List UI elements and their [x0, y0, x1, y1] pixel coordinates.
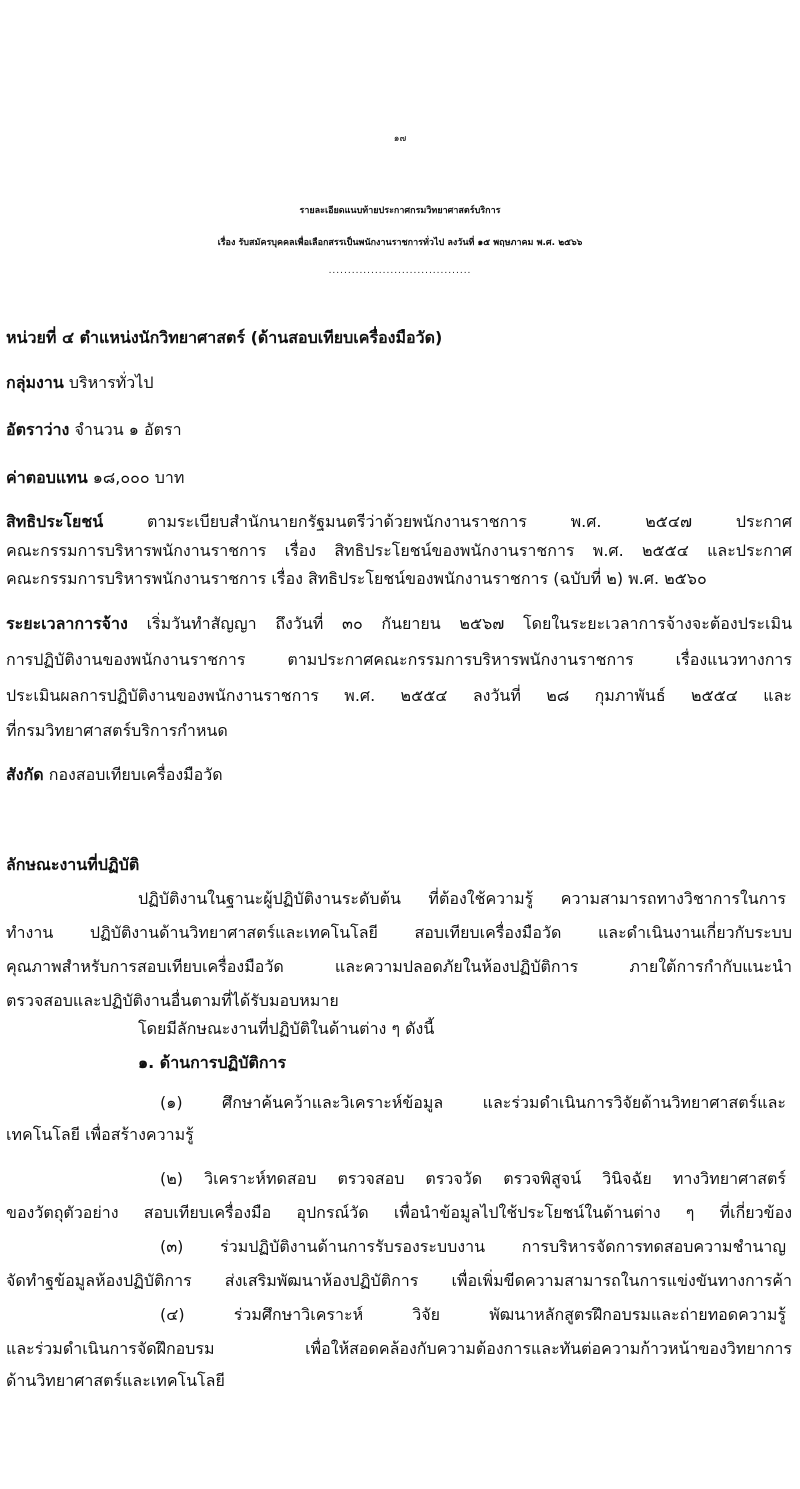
- duty-item-1-line-1: (๑) ศึกษาค้นคว้าและวิเคราะห์ข้อมูล และร่วมดำเนินการวิจัยด้านวิทยาศาสตร์และ: [160, 1093, 786, 1112]
- group-value: บริหารทั่วไป: [68, 373, 154, 392]
- duty-item-2-line-2: ของวัตถุตัวอย่าง สอบเทียบเครื่องมือ อุปกรณ์วัด เพื่อนำข้อมูลไปใช้ประโยชน์ในด้านต่าง ๆ ที่เกี่ยวข้อง: [6, 1203, 793, 1222]
- job-intro-line-3: คุณภาพสำหรับการสอบเทียบเครื่องมือวัด และความปลอดภัยในห้องปฏิบัติการ ภายใต้การกำกับแนะนำ: [6, 957, 792, 976]
- unit-heading: หน่วยที่ ๔ ตำแหน่งนักวิทยาศาสตร์ (ด้านสอบเทียบเครื่องมือวัด): [6, 328, 443, 347]
- duty-item-1-line-2: เทคโนโลยี เพื่อสร้างความรู้: [6, 1125, 194, 1144]
- duty-item-4-line-2: และร่วมดำเนินการจัดฝึกอบรม เพื่อให้สอดคล้องกับความต้องการและทันต่อความก้าวหน้าของวิทยาการ: [6, 1339, 792, 1358]
- employment-text: เริ่มวันทำสัญญา ถึงวันที่ ๓๐ กันยายน ๒๕๖๗ โดยในระยะเวลาการจ้างจะต้องประเมิน: [146, 614, 793, 633]
- benefits-text: ตามระเบียบสำนักนายกรัฐมนตรีว่าด้วยพนักงานราชการ พ.ศ. ๒๕๔๗ ประกาศ: [146, 512, 792, 531]
- group-label: กลุ่มงาน: [6, 373, 64, 392]
- document-subject: เรื่อง รับสมัครบุคคลเพื่อเลือกสรรเป็นพนักงานราชการทั่วไป ลงวันที่ ๑๕ พฤษภาคม พ.ศ. ๒๕๖๖: [217, 238, 583, 248]
- employment-line-4: ที่กรมวิทยาศาสตร์บริการกำหนด: [6, 721, 228, 740]
- salary-label: ค่าตอบแทน: [6, 468, 88, 487]
- affiliation-label: สังกัด: [6, 765, 44, 784]
- document-title: รายละเอียดแนบท้ายประกาศกรมวิทยาศาสตร์บริการ: [299, 206, 501, 216]
- benefits-line-2: คณะกรรมการบริหารพนักงานราชการ เรื่อง สิทธิประโยชน์ของพนักงานราชการ พ.ศ. ๒๕๕๔ และประกาศ: [6, 541, 792, 560]
- vacancy-value: จำนวน ๑ อัตรา: [74, 420, 182, 439]
- duty-item-3-line-2: จัดทำฐข้อมูลห้องปฏิบัติการ ส่งเสริมพัฒนาห้องปฏิบัติการ เพื่อเพิ่มขีดความสามารถในการแข่งขันทางการค้า: [6, 1271, 792, 1290]
- salary-value: ๑๘,๐๐๐ บาท: [92, 468, 185, 487]
- duty-item-4-line-3: ด้านวิทยาศาสตร์และเทคโนโลยี: [6, 1371, 225, 1390]
- job-lead-text: โดยมีลักษณะงานที่ปฏิบัติในด้านต่าง ๆ ดังนี้: [138, 1019, 435, 1038]
- salary-line: [6, 467, 184, 489]
- job-intro-line-2: ทำงาน ปฏิบัติงานด้านวิทยาศาสตร์และเทคโนโลยี สอบเทียบเครื่องมือวัด และดำเนินงานเกี่ยวกับระบบ: [6, 923, 792, 942]
- affiliation-line: [6, 764, 223, 786]
- benefits-line-3: คณะกรรมการบริหารพนักงานราชการ เรื่อง สิทธิประโยชน์ของพนักงานราชการ (ฉบับที่ ๒) พ.ศ. ๒๕๖๐: [6, 569, 707, 588]
- vacancy-label: อัตราว่าง: [6, 420, 70, 439]
- job-intro-line-4: ตรวจสอบและปฏิบัติงานอื่นตามที่ได้รับมอบหมาย: [6, 991, 339, 1010]
- group-line: [6, 372, 153, 394]
- section-title: ๑. ด้านการปฏิบัติการ: [138, 1053, 287, 1072]
- job-nature-heading: ลักษณะงานที่ปฏิบัติ: [6, 855, 140, 874]
- duty-item-3-line-1: (๓) ร่วมปฏิบัติงานด้านการรับรองระบบงาน การบริหารจัดการทดสอบความชำนาญ: [160, 1237, 786, 1256]
- employment-label: ระยะเวลาการจ้าง: [6, 614, 128, 633]
- duty-item-2-line-1: (๒) วิเคราะห์ทดสอบ ตรวจสอบ ตรวจวัด ตรวจพิสูจน์ วินิจฉัย ทางวิทยาศาสตร์: [160, 1169, 786, 1188]
- job-intro-line-1: ปฏิบัติงานในฐานะผู้ปฏิบัติงานระดับต้น ที่ต้องใช้ความรู้ ความสามารถทางวิชาการในการ: [138, 889, 786, 908]
- benefits-line-1: [6, 511, 792, 533]
- employment-line-2: การปฏิบัติงานของพนักงานราชการ ตามประกาศคณะกรรมการบริหารพนักงานราชการ เรื่องแนวทางการ: [6, 650, 792, 669]
- page-number: ๑๗: [393, 134, 407, 144]
- benefits-label: สิทธิประโยชน์: [6, 512, 104, 531]
- employment-line-3: ประเมินผลการปฏิบัติงานของพนักงานราชการ พ.ศ. ๒๕๕๔ ลงวันที่ ๒๘ กุมภาพันธ์ ๒๕๕๔ และ: [6, 686, 792, 705]
- duty-item-4-line-1: (๔) ร่วมศึกษาวิเคราะห์ วิจัย พัฒนาหลักสูตรฝึกอบรมและถ่ายทอดความรู้: [160, 1305, 786, 1324]
- affiliation-value: กองสอบเทียบเครื่องมือวัด: [48, 765, 223, 784]
- employment-line-1: [6, 613, 792, 635]
- vacancy-line: [6, 419, 182, 441]
- header-separator: .....................................: [328, 266, 472, 276]
